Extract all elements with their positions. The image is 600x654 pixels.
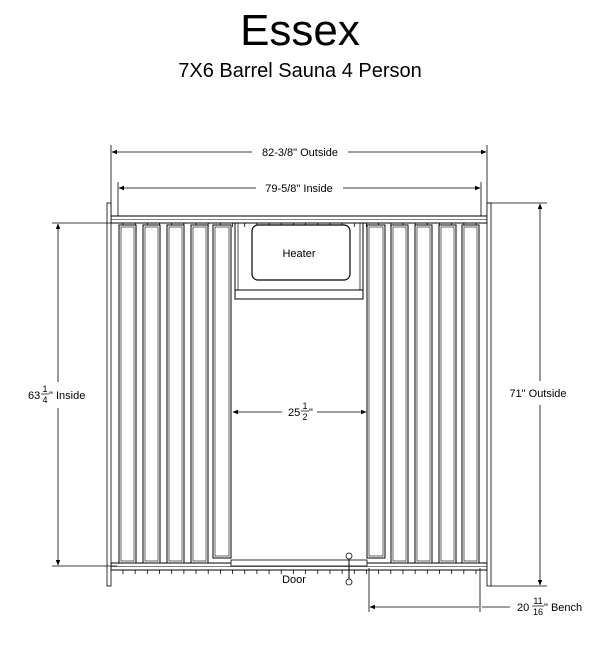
outside-depth-dimension [488, 203, 567, 586]
right-bench [367, 225, 479, 563]
inside-depth-denominator: 4 [42, 395, 48, 405]
inside-depth-whole: 63 [28, 390, 41, 402]
door-label: Door [282, 574, 306, 586]
inside-width-dimension [118, 182, 481, 218]
bench-depth-numerator: 11 [533, 596, 543, 606]
heater-enclosure [235, 223, 363, 299]
bench-depth-denominator: 16 [532, 607, 544, 617]
door-handle [346, 553, 352, 559]
inside-width-label: 79-5/8" Inside [265, 183, 333, 195]
aisle-width-whole: 25 [288, 407, 301, 419]
aisle-width-dimension [233, 401, 366, 422]
inside-depth-numerator: 1 [42, 384, 48, 394]
page-title: Essex [240, 6, 360, 55]
aisle-width-numerator: 1 [302, 401, 308, 411]
bench-depth-whole: 20 [517, 602, 530, 614]
heater-label: Heater [282, 248, 316, 260]
aisle-width-suffix: " [309, 407, 313, 419]
aisle-width-denominator: 2 [302, 412, 308, 422]
bench-depth-suffix: " Bench [544, 602, 583, 614]
bench-depth-dimension [369, 568, 582, 617]
inside-depth-dimension [28, 223, 117, 566]
outside-depth-label: 71" Outside [509, 388, 567, 400]
page-subtitle: 7X6 Barrel Sauna 4 Person [178, 60, 422, 82]
inside-depth-suffix: " Inside [49, 390, 86, 402]
outside-width-label: 82-3/8" Outside [261, 147, 339, 159]
left-bench [119, 225, 231, 563]
